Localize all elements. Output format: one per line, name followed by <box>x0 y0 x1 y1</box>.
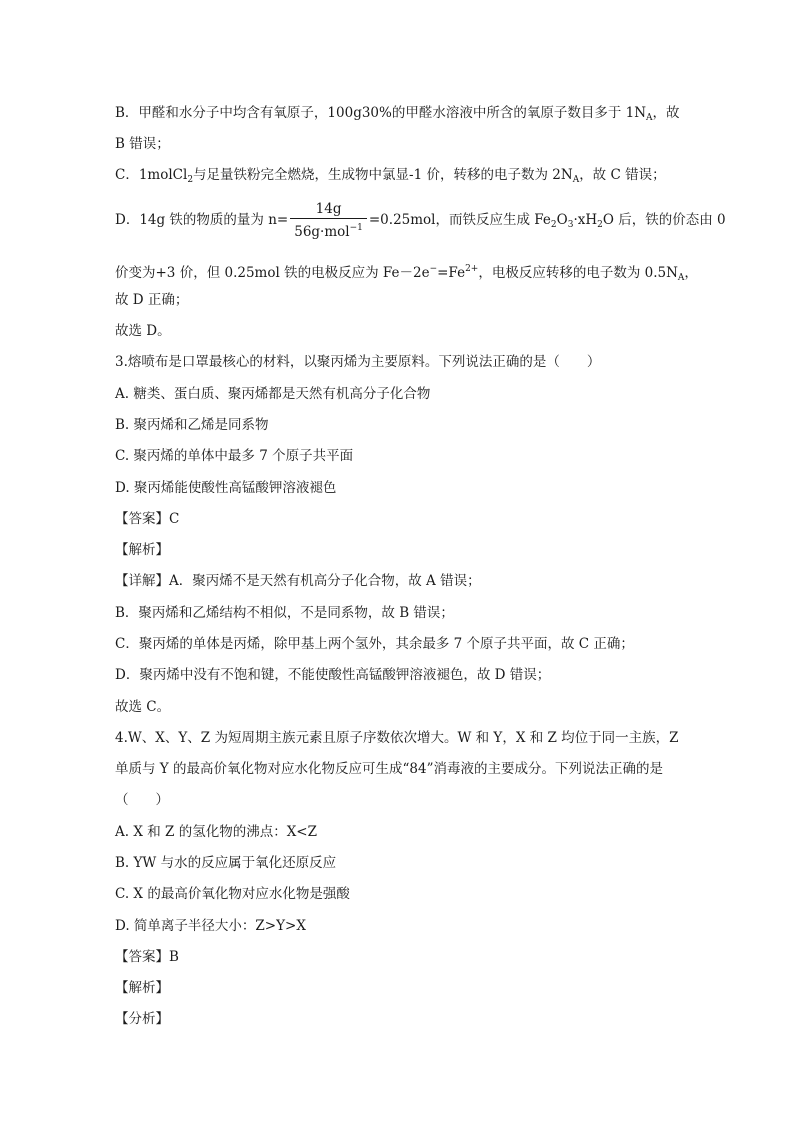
text-line-d-continued: 价变为+3 价，但 0.25mol 铁的电极反应为 $Fe-2e^-=Fe^{2+}$，电极反应转移的电子数为 $0.5N_A$， <box>115 264 698 283</box>
question-3-analysis-label: 【解析】 <box>115 542 169 558</box>
question-4-stem-line-3: （ ） <box>115 792 169 808</box>
fraction: $\frac{14g}{56g\cdot mol^{-1}}$ <box>290 200 367 241</box>
question-4-option-c: C. X 的最高价氧化物对应水化物是强酸 <box>115 886 350 902</box>
question-3-option-c: C. 聚丙烯的单体中最多 7 个原子共平面 <box>115 448 354 464</box>
text-line-b-conclusion: B 错误； <box>115 136 170 152</box>
text-line-d-conclusion: 故 D 正确； <box>115 292 189 308</box>
question-4-option-d: D. 简单离子半径大小：Z>Y>X <box>115 918 306 934</box>
question-4-stem-line-1: 4.W、X、Y、Z 为短周期主族元素且原子序数依次增大。W 和 Y，X 和 Z 均位于同一主族，Z <box>115 730 679 746</box>
question-3-detail-c: C．聚丙烯的单体是丙烯，除甲基上两个氢外，其余最多 7 个原子共平面，故 C 正确； <box>115 636 634 652</box>
question-4-option-b: B. YW 与水的反应属于氧化还原反应 <box>115 855 337 871</box>
question-4-stem-line-2: 单质与 Y 的最高价氧化物对应水化物反应可生成“84”消毒液的主要成分。下列说法正确的是 <box>115 761 663 777</box>
question-3-option-b: B. 聚丙烯和乙烯是同系物 <box>115 417 269 433</box>
question-4-option-a: A. X 和 Z 的氢化物的沸点：X<Z <box>115 824 317 840</box>
question-4-analysis-label: 【解析】 <box>115 980 169 996</box>
question-4-fenxi-label: 【分析】 <box>115 1011 169 1027</box>
question-3-detail-b: B．聚丙烯和乙烯结构不相似，不是同系物，故 B 错误； <box>115 605 454 621</box>
question-3-stem: 3.熔喷布是口罩最核心的材料，以聚丙烯为主要原料。下列说法正确的是（ ） <box>115 354 601 370</box>
text-line-choice: 故选 D。 <box>115 323 171 339</box>
question-3-detail-d: D．聚丙烯中没有不饱和键，不能使酸性高锰酸钾溶液褪色，故 D 错误； <box>115 667 551 683</box>
question-3-option-d: D. 聚丙烯能使酸性高锰酸钾溶液褪色 <box>115 480 337 496</box>
text-line-b-option: B．甲醛和水分子中均含有氧原子，100g30%的甲醛水溶液中所含的氧原子数目多于 $1N_A$，故 <box>115 105 680 123</box>
question-3-conclusion: 故选 C。 <box>115 699 171 715</box>
text-line-d-option: D．14g 铁的物质的量为 n= $\frac{14g}{56g\cdot mol^{-1}}$ =0.25mol，而铁反应生成 $Fe_2O_3\cdot xH_2O$ 后，铁的价态由 0 <box>115 201 726 240</box>
question-3-detail-a: 【详解】A．聚丙烯不是天然有机高分子化合物，故 A 错误； <box>115 573 481 589</box>
question-3-option-a: A. 糖类、蛋白质、聚丙烯都是天然有机高分子化合物 <box>115 386 431 402</box>
question-4-answer: 【答案】B <box>115 949 179 965</box>
question-3-answer: 【答案】C <box>115 511 180 527</box>
text-line-c-option: C．1molCl$_2$与足量铁粉完全燃烧，生成物中氯显-1 价，转移的电子数为 $2N_A$，故 C 错误； <box>115 167 666 185</box>
